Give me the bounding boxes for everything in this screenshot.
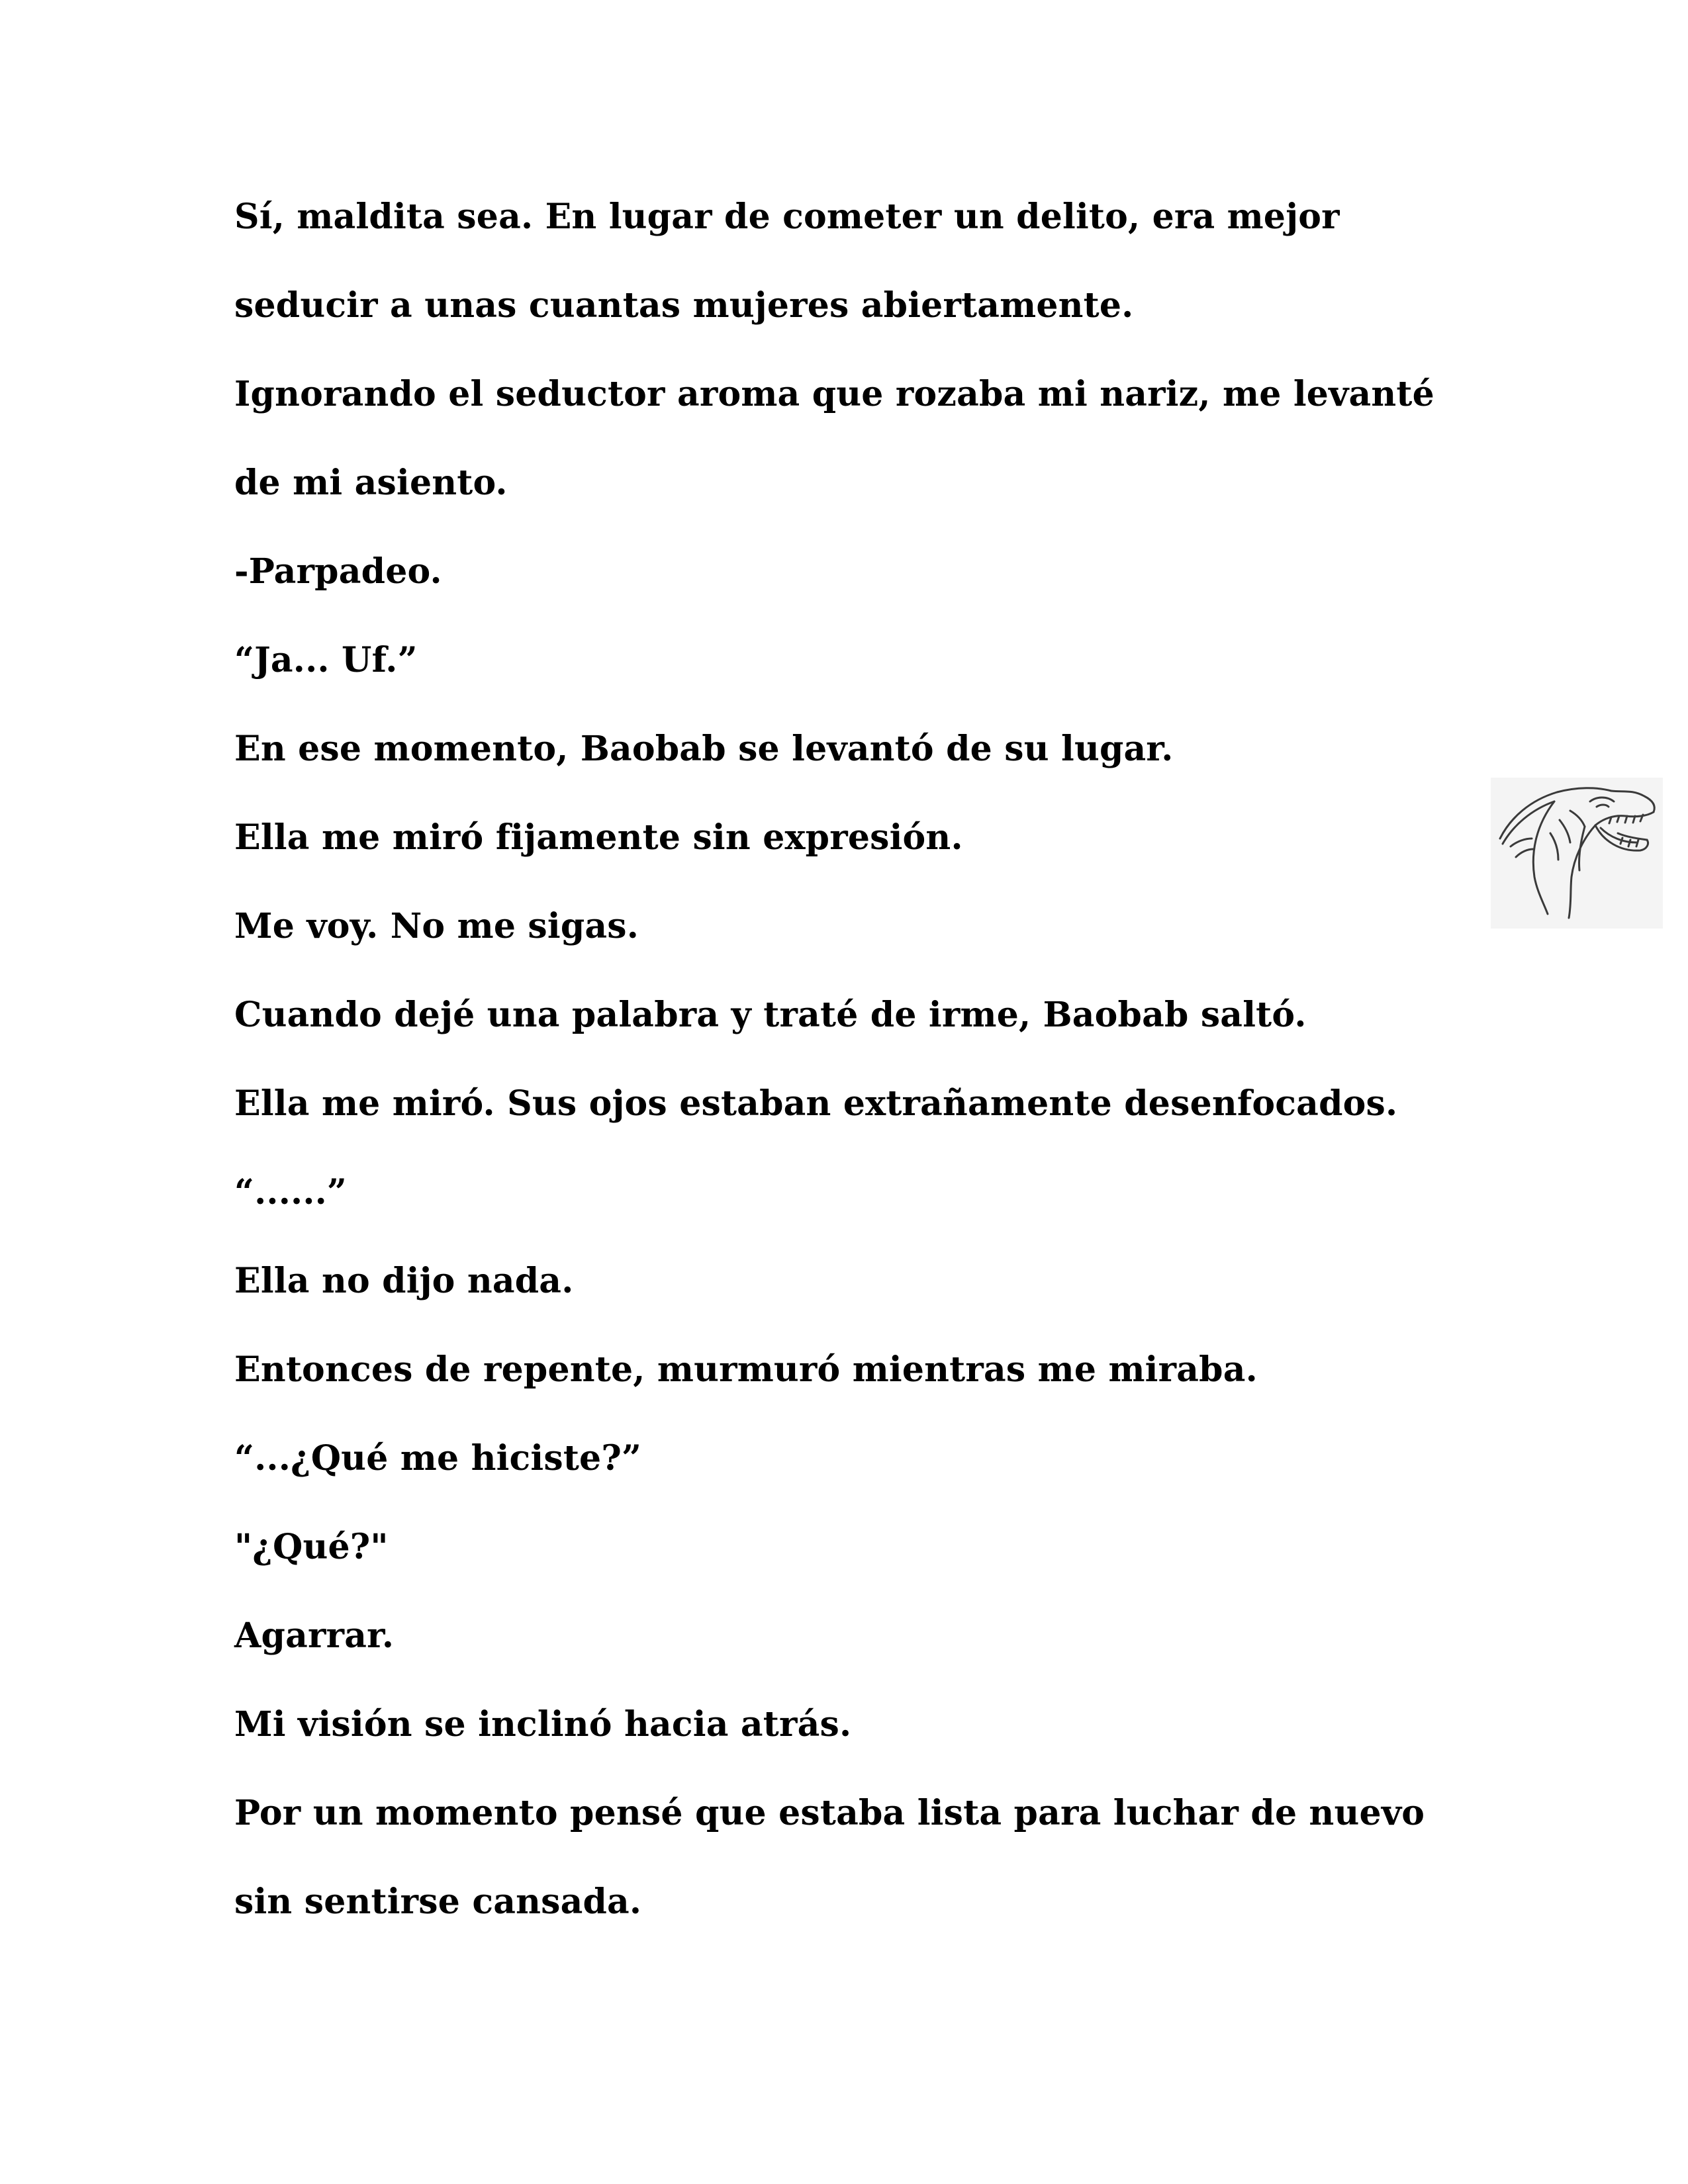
text-line: Ella no dijo nada.	[234, 1261, 574, 1301]
text-line: “...¿Qué me hiciste?”	[234, 1438, 642, 1479]
text-line: Mi visión se inclinó hacia atrás.	[234, 1704, 852, 1745]
text-line: Me voy. No me sigas.	[234, 906, 639, 946]
document-body	[234, 191, 1492, 1964]
text-line: seducir a unas cuantas mujeres abiertamente.	[234, 285, 1134, 326]
text-line: -Parpadeo.	[234, 551, 442, 592]
text-line: En ese momento, Baobab se levantó de su lugar.	[234, 729, 1174, 769]
text-line: sin sentirse cansada.	[234, 1882, 642, 1922]
text-line: Agarrar.	[234, 1615, 395, 1656]
text-line: “Ja... Uf.”	[234, 640, 418, 680]
text-line: de mi asiento.	[234, 463, 508, 503]
text-line: Ignorando el seductor aroma que rozaba mi nariz, me levanté	[234, 374, 1434, 414]
text-line: "¿Qué?"	[234, 1527, 389, 1567]
text-line: “......”	[234, 1172, 348, 1212]
text-line: Ella me miró fijamente sin expresión.	[234, 817, 963, 858]
text-line: Cuando dejé una palabra y traté de irme, Baobab saltó.	[234, 995, 1307, 1035]
text-line: Por un momento pensé que estaba lista para luchar de nuevo	[234, 1793, 1425, 1833]
text-line: Sí, maldita sea. En lugar de cometer un delito, era mejor	[234, 197, 1340, 237]
text-line: Entonces de repente, murmuró mientras me miraba.	[234, 1349, 1258, 1390]
text-line: Ella me miró. Sus ojos estaban extrañamente desenfocados.	[234, 1083, 1398, 1124]
dinosaur-head-icon	[1491, 778, 1663, 929]
